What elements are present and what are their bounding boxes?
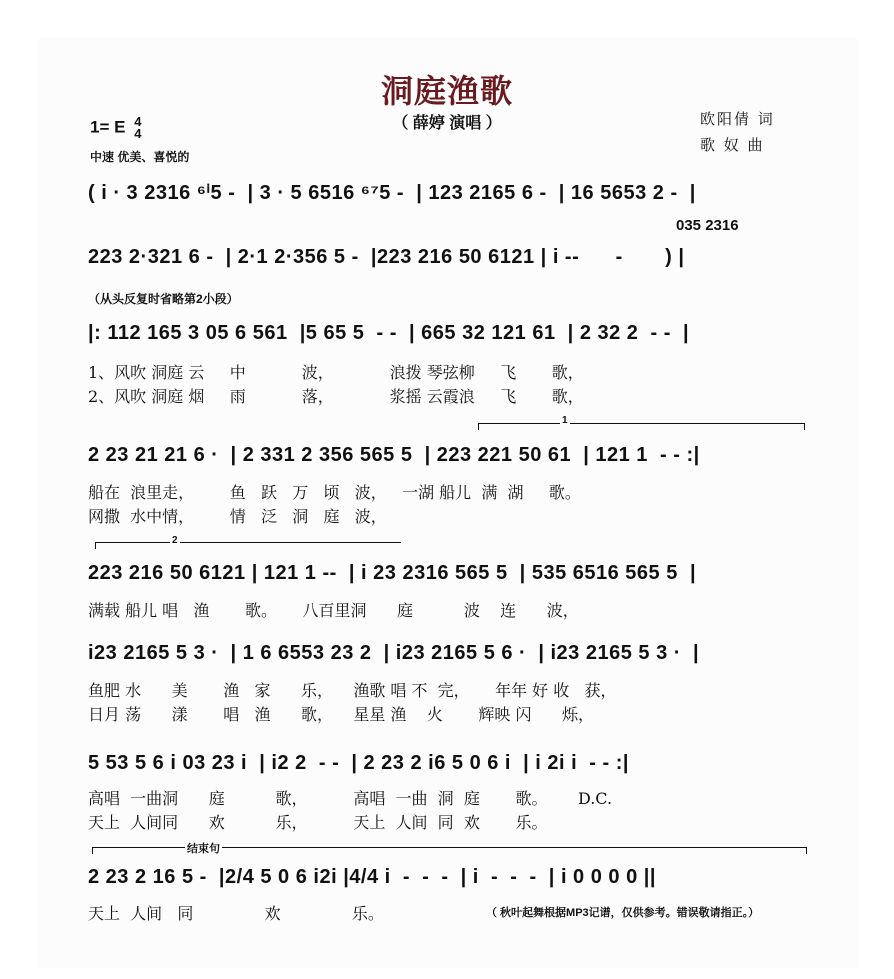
lyric-line-8: 天上 人间 同 欢 乐。 — [88, 904, 384, 923]
key-label: 1= E — [90, 117, 126, 137]
lyric-line-4b: 网撒 水中情， 情 泛 洞 庭 波， — [88, 507, 387, 526]
singer-credit: （ 薛婷 演唱 ） — [392, 115, 502, 132]
notation-line-5: 223 216 50 6121 | 121 1 -- | i 23 2316 565 5 | 535 6516 565 5 | — [88, 562, 697, 584]
tempo-marking: 中速 优美、喜悦的 — [90, 150, 190, 164]
notation-line-2: 223 2·321 6 - | 2·1 2·356 5 - |223 216 50 6121 | i -- - ) | — [88, 246, 685, 268]
volta-label-2: 2 — [172, 535, 178, 546]
composer-credit: 歌 奴 曲 — [700, 136, 765, 154]
notation-line-7: 5 53 5 6 i 03 23 i | i2 2 - - | 2 23 2 i6 5 0 6 i | i 2i i - - :| — [88, 752, 629, 774]
lyric-line-3b: 2、风吹 洞庭 烟 雨 落， 浆摇 云霞浪 飞 歌， — [88, 387, 584, 406]
notation-line-4: 2 23 21 21 6 · | 2 331 2 356 565 5 | 223 221 50 61 | 121 1 - - :| — [88, 444, 700, 466]
time-signature: 4 4 — [134, 114, 142, 141]
volta-bracket-1 — [478, 423, 805, 430]
repeat-note: （从头反复时省略第2小段） — [88, 292, 239, 306]
volta-bracket-2 — [95, 542, 401, 549]
notation-line-1: ( i · 3 2316 ⁶ⁱ5 - | 3 · 5 6516 ⁶⁷5 - | 123 2165 6 - | 16 5653 2 - | — [88, 182, 696, 204]
lyric-line-7a: 高唱 一曲洞 庭 歌， 高唱 一曲 洞 庭 歌。 D.C. — [88, 789, 613, 808]
notation-line-6: i23 2165 5 3 · | 1 6 6553 23 2 | i23 2165 5 6 · | i23 2165 5 3 · | — [88, 642, 700, 664]
lyricist-credit: 欧阳倩 词 — [700, 110, 775, 128]
lyric-line-6b: 日月 荡 漾 唱 渔 歌， 星星 渔 火 辉映 闪 烁， — [88, 705, 594, 724]
footer-note: （ 秋叶起舞根据MP3记谱，仅供参考。错误敬请指正。） — [486, 907, 760, 919]
lyric-line-5: 满载 船儿 唱 渔 歌。 八百里洞 庭 波 连 波， — [88, 601, 579, 620]
notation-line-8: 2 23 2 16 5 - |2/4 5 0 6 i2i |4/4 i - - - | i - - - | i 0 0 0 0 || — [88, 866, 656, 888]
lyric-line-7b: 天上 人间同 欢 乐， 天上 人间 同 欢 乐。 — [88, 813, 548, 832]
coda-label: 结束句 — [185, 840, 222, 856]
lyric-line-3a: 1、风吹 洞庭 云 中 波， 浪拨 琴弦柳 飞 歌， — [88, 363, 584, 382]
volta-label-1: 1 — [562, 415, 568, 426]
lyric-line-6a: 鱼肥 水 美 渔 家 乐， 渔歌 唱 不 完， 年年 好 收 获， — [88, 681, 617, 700]
lyric-line-4a: 船在 浪里走， 鱼 跃 万 顷 波， 一湖 船儿 满 湖 歌。 — [88, 483, 581, 502]
notation-line-3: |: 112 165 3 05 6 561 |5 65 5 - - | 665 32 121 61 | 2 32 2 - - | — [88, 322, 690, 344]
song-title: 洞庭渔歌 — [380, 73, 513, 109]
notation-line-1-alt: 035 2316 — [676, 217, 739, 234]
key-signature — [90, 116, 141, 140]
